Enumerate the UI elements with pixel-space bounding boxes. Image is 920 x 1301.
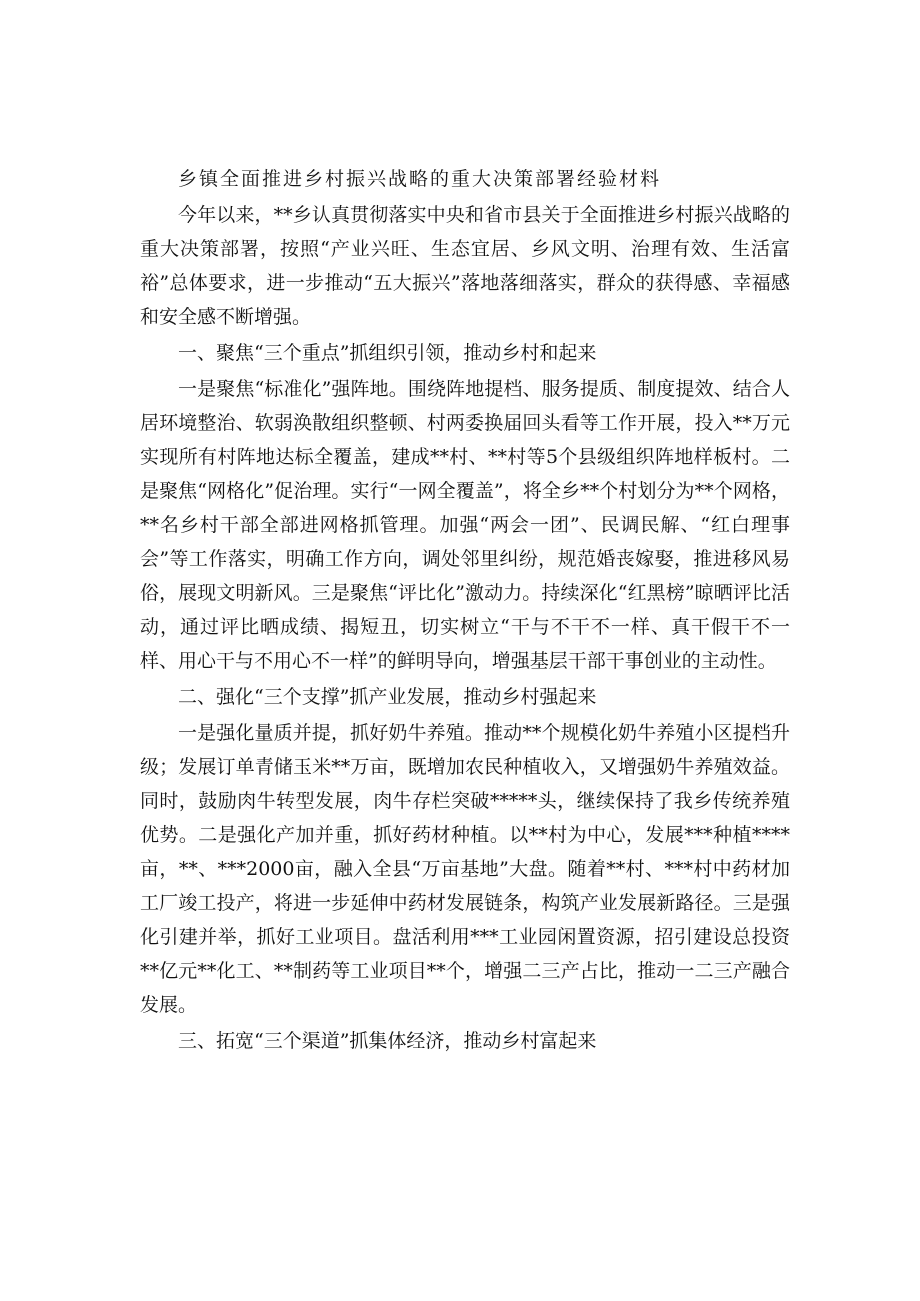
intro-paragraph: 今年以来，**乡认真贯彻落实中央和省市县关于全面推进乡村振兴战略的重大决策部署，按照“产业兴旺、生态宜居、乡风文明、治理有效、生活富裕”总体要求，进一步推动“五大振兴”落地落细落实，群众的获得感、幸福感和安全感不断增强。	[140, 204, 790, 328]
section-1-heading: 一、聚焦“三个重点”抓组织引领，推动乡村和起来	[178, 342, 597, 364]
section-2-paragraph: 一是强化量质并提，抓好奶牛养殖。推动**个规模化奶牛养殖小区提档升级；发展订单青储玉米**万亩，既增加农民种植收入，又增强奶牛养殖效益。同时，鼓励肉牛转型发展，肉牛存栏突破*****头，继续保持了我乡传统养殖优势。二是强化产加并重，抓好药材种植。以**村为中心，发展***种植****亩，**、***2000亩，融入全县“万亩基地”大盘。随着**村、***村中药材加工厂竣工投产，将进一步延伸中药材发展链条，构筑产业发展新路径。三是强化引建并举，抓好工业项目。盘活利用***工业园闲置资源，招引建设总投资**亿元**化工、**制药等工业项目**个，增强二三产占比，推动一二三产融合发展。	[140, 722, 790, 1016]
document-body	[140, 160, 790, 1060]
section-1-paragraph: 一是聚焦“标准化”强阵地。围绕阵地提档、服务提质、制度提效、结合人居环境整治、软弱涣散组织整顿、村两委换届回头看等工作开展，投入**万元实现所有村阵地达标全覆盖，建成**村、**村等5个县级组织阵地样板村。二是聚焦“网格化”促治理。实行“一网全覆盖”，将全乡**个村划分为**个网格，**名乡村干部全部进网格抓管理。加强“两会一团”、民调民解、“红白理事会”等工作落实，明确工作方向，调处邻里纠纷，规范婚丧嫁娶，推进移风易俗，展现文明新风。三是聚焦“评比化”激动力。持续深化“红黑榜”晾晒评比活动，通过评比晒成绩、揭短丑，切实树立“干与不干不一样、真干假干不一样、用心干与不用心不一样”的鲜明导向，增强基层干部干事创业的主动性。	[140, 378, 790, 672]
document-title: 乡镇全面推进乡村振兴战略的重大决策部署经验材料	[178, 168, 662, 190]
section-3-heading: 三、拓宽“三个渠道”抓集体经济，推动乡村富起来	[178, 1030, 597, 1052]
section-2-heading: 二、强化“三个支撑”抓产业发展，推动乡村强起来	[178, 686, 597, 708]
